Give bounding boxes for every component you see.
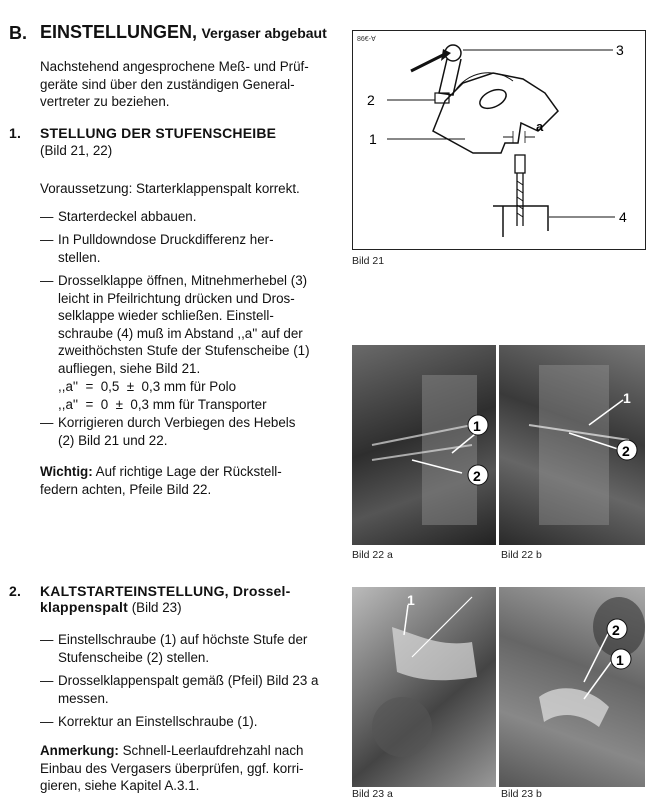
note-text: Auf richtige Lage der Rückstell- [92, 464, 282, 479]
item-line: aufliegen, siehe Bild 21. [58, 360, 201, 376]
note-line [40, 463, 340, 481]
s2-title-line [40, 599, 340, 617]
photo-bild23b [499, 587, 645, 787]
label-2: 2 [622, 443, 630, 459]
section-heading [40, 22, 327, 43]
label-1: 1 [616, 652, 624, 668]
list-item [40, 672, 319, 707]
dash-bullet: — [40, 232, 54, 247]
note-line: federn achten, Pfeile Bild 22. [40, 481, 212, 497]
s2-title [40, 583, 340, 617]
item-line: Korrektur an Einstellschraube (1). [58, 714, 258, 729]
intro-line: Nachstehend angesprochene Meß- und Prüf- [40, 59, 309, 74]
note-line: Einbau des Vergasers überprüfen, ggf. korri- [40, 760, 304, 776]
spec-value-polo: ,,a'' = 0,5 ± 0,3 mm für Polo [58, 379, 237, 394]
s1-important-note [40, 463, 340, 498]
list-item [40, 231, 274, 266]
item-line: schraube (4) muß im Abstand ,,a'' auf der [58, 325, 303, 341]
s1-condition: Voraussetzung: Starterklappenspalt korrekt. [40, 181, 300, 196]
intro-line: geräte sind über den zuständigen General- [40, 76, 295, 92]
item-line: leicht in Pfeilrichtung drücken und Dros- [58, 290, 295, 306]
label-1: 1 [369, 131, 377, 147]
label-1: 1 [473, 418, 481, 434]
item-line: Drosselklappe öffnen, Mitnehmerhebel (3) [58, 273, 308, 288]
section-letter: B. [9, 23, 27, 43]
section-title: EINSTELLUNGEN, [40, 22, 198, 42]
item-line: Starterdeckel abbauen. [58, 209, 197, 224]
label-2: 2 [473, 468, 481, 484]
item-line: stellen. [58, 249, 101, 265]
spec-values [40, 378, 267, 413]
item-line: Einstellschraube (1) auf höchste Stufe der [58, 632, 308, 647]
item-line: zweithöchsten Stufe der Stufenscheibe (1) [58, 343, 310, 358]
list-item [40, 631, 307, 666]
bild23b-overlay [499, 587, 645, 787]
item-line: Korrigieren durch Verbiegen des Hebels [58, 415, 296, 430]
item-line: In Pulldowndose Druckdifferenz her- [58, 232, 274, 247]
s2-ref: (Bild 23) [127, 600, 182, 615]
dash-bullet: — [40, 209, 54, 224]
item-line: selklappe wieder schließen. Einstell- [58, 308, 274, 323]
item-line: (2) Bild 21 und 22. [58, 432, 168, 448]
caption-bild23a: Bild 23 a [352, 788, 393, 800]
caption-bild21: Bild 21 [352, 255, 385, 267]
s1-ref: (Bild 21, 22) [40, 143, 113, 158]
bild23a-overlay [352, 587, 496, 787]
dash-bullet: — [40, 273, 54, 288]
caption-bild22a: Bild 22 a [352, 549, 393, 561]
bild22b-overlay [499, 345, 645, 545]
dash-bullet: — [40, 673, 54, 688]
photo-bild22b [499, 345, 645, 545]
label-2: 2 [612, 622, 620, 638]
photo-bild23a [352, 587, 496, 787]
item-line: Stufenscheibe (2) stellen. [58, 649, 210, 665]
list-item [40, 272, 310, 377]
label-3: 3 [616, 42, 624, 58]
label-1: 1 [623, 390, 631, 406]
s1-title: STELLUNG DER STUFENSCHEIBE [40, 125, 277, 141]
section-subtitle: Vergaser abgebaut [201, 25, 327, 41]
s2-number: 2. [9, 583, 22, 599]
list-item [40, 713, 257, 731]
intro-paragraph [40, 58, 340, 111]
s2-title-bold: klappenspalt [40, 599, 128, 615]
note-label: Anmerkung: [40, 743, 119, 758]
caption-bild22b: Bild 22 b [501, 549, 542, 561]
label-a: a [536, 119, 544, 134]
dash-bullet: — [40, 632, 54, 647]
bild22a-overlay [352, 345, 496, 545]
s2-note [40, 742, 350, 795]
caption-bild23b: Bild 23 b [501, 788, 542, 800]
photo-bild22a [352, 345, 496, 545]
label-4: 4 [619, 209, 627, 225]
list-item [40, 208, 196, 226]
dash-bullet: — [40, 714, 54, 729]
note-line [40, 742, 350, 760]
s2-title-line: KALTSTARTEINSTELLUNG, Drossel- [40, 583, 291, 599]
intro-line: vertreter zu beziehen. [40, 94, 170, 109]
s1-number: 1. [9, 125, 22, 141]
bild21-drawing [353, 31, 645, 249]
spec-value-transporter: ,,a'' = 0 ± 0,3 mm für Transporter [58, 396, 267, 412]
note-line: gieren, siehe Kapitel A.3.1. [40, 778, 200, 793]
item-line: messen. [58, 690, 109, 706]
note-text: Schnell-Leerlaufdrehzahl nach [118, 743, 304, 758]
figure-bild21 [352, 30, 646, 250]
dash-bullet: — [40, 415, 54, 430]
item-line: Drosselklappenspalt gemäß (Pfeil) Bild 23 a [58, 673, 319, 688]
important-label: Wichtig: [40, 464, 93, 479]
list-item [40, 414, 295, 449]
figure-code: 86€-∀ [357, 36, 376, 43]
label-1: 1 [407, 592, 415, 608]
label-2: 2 [367, 92, 375, 108]
